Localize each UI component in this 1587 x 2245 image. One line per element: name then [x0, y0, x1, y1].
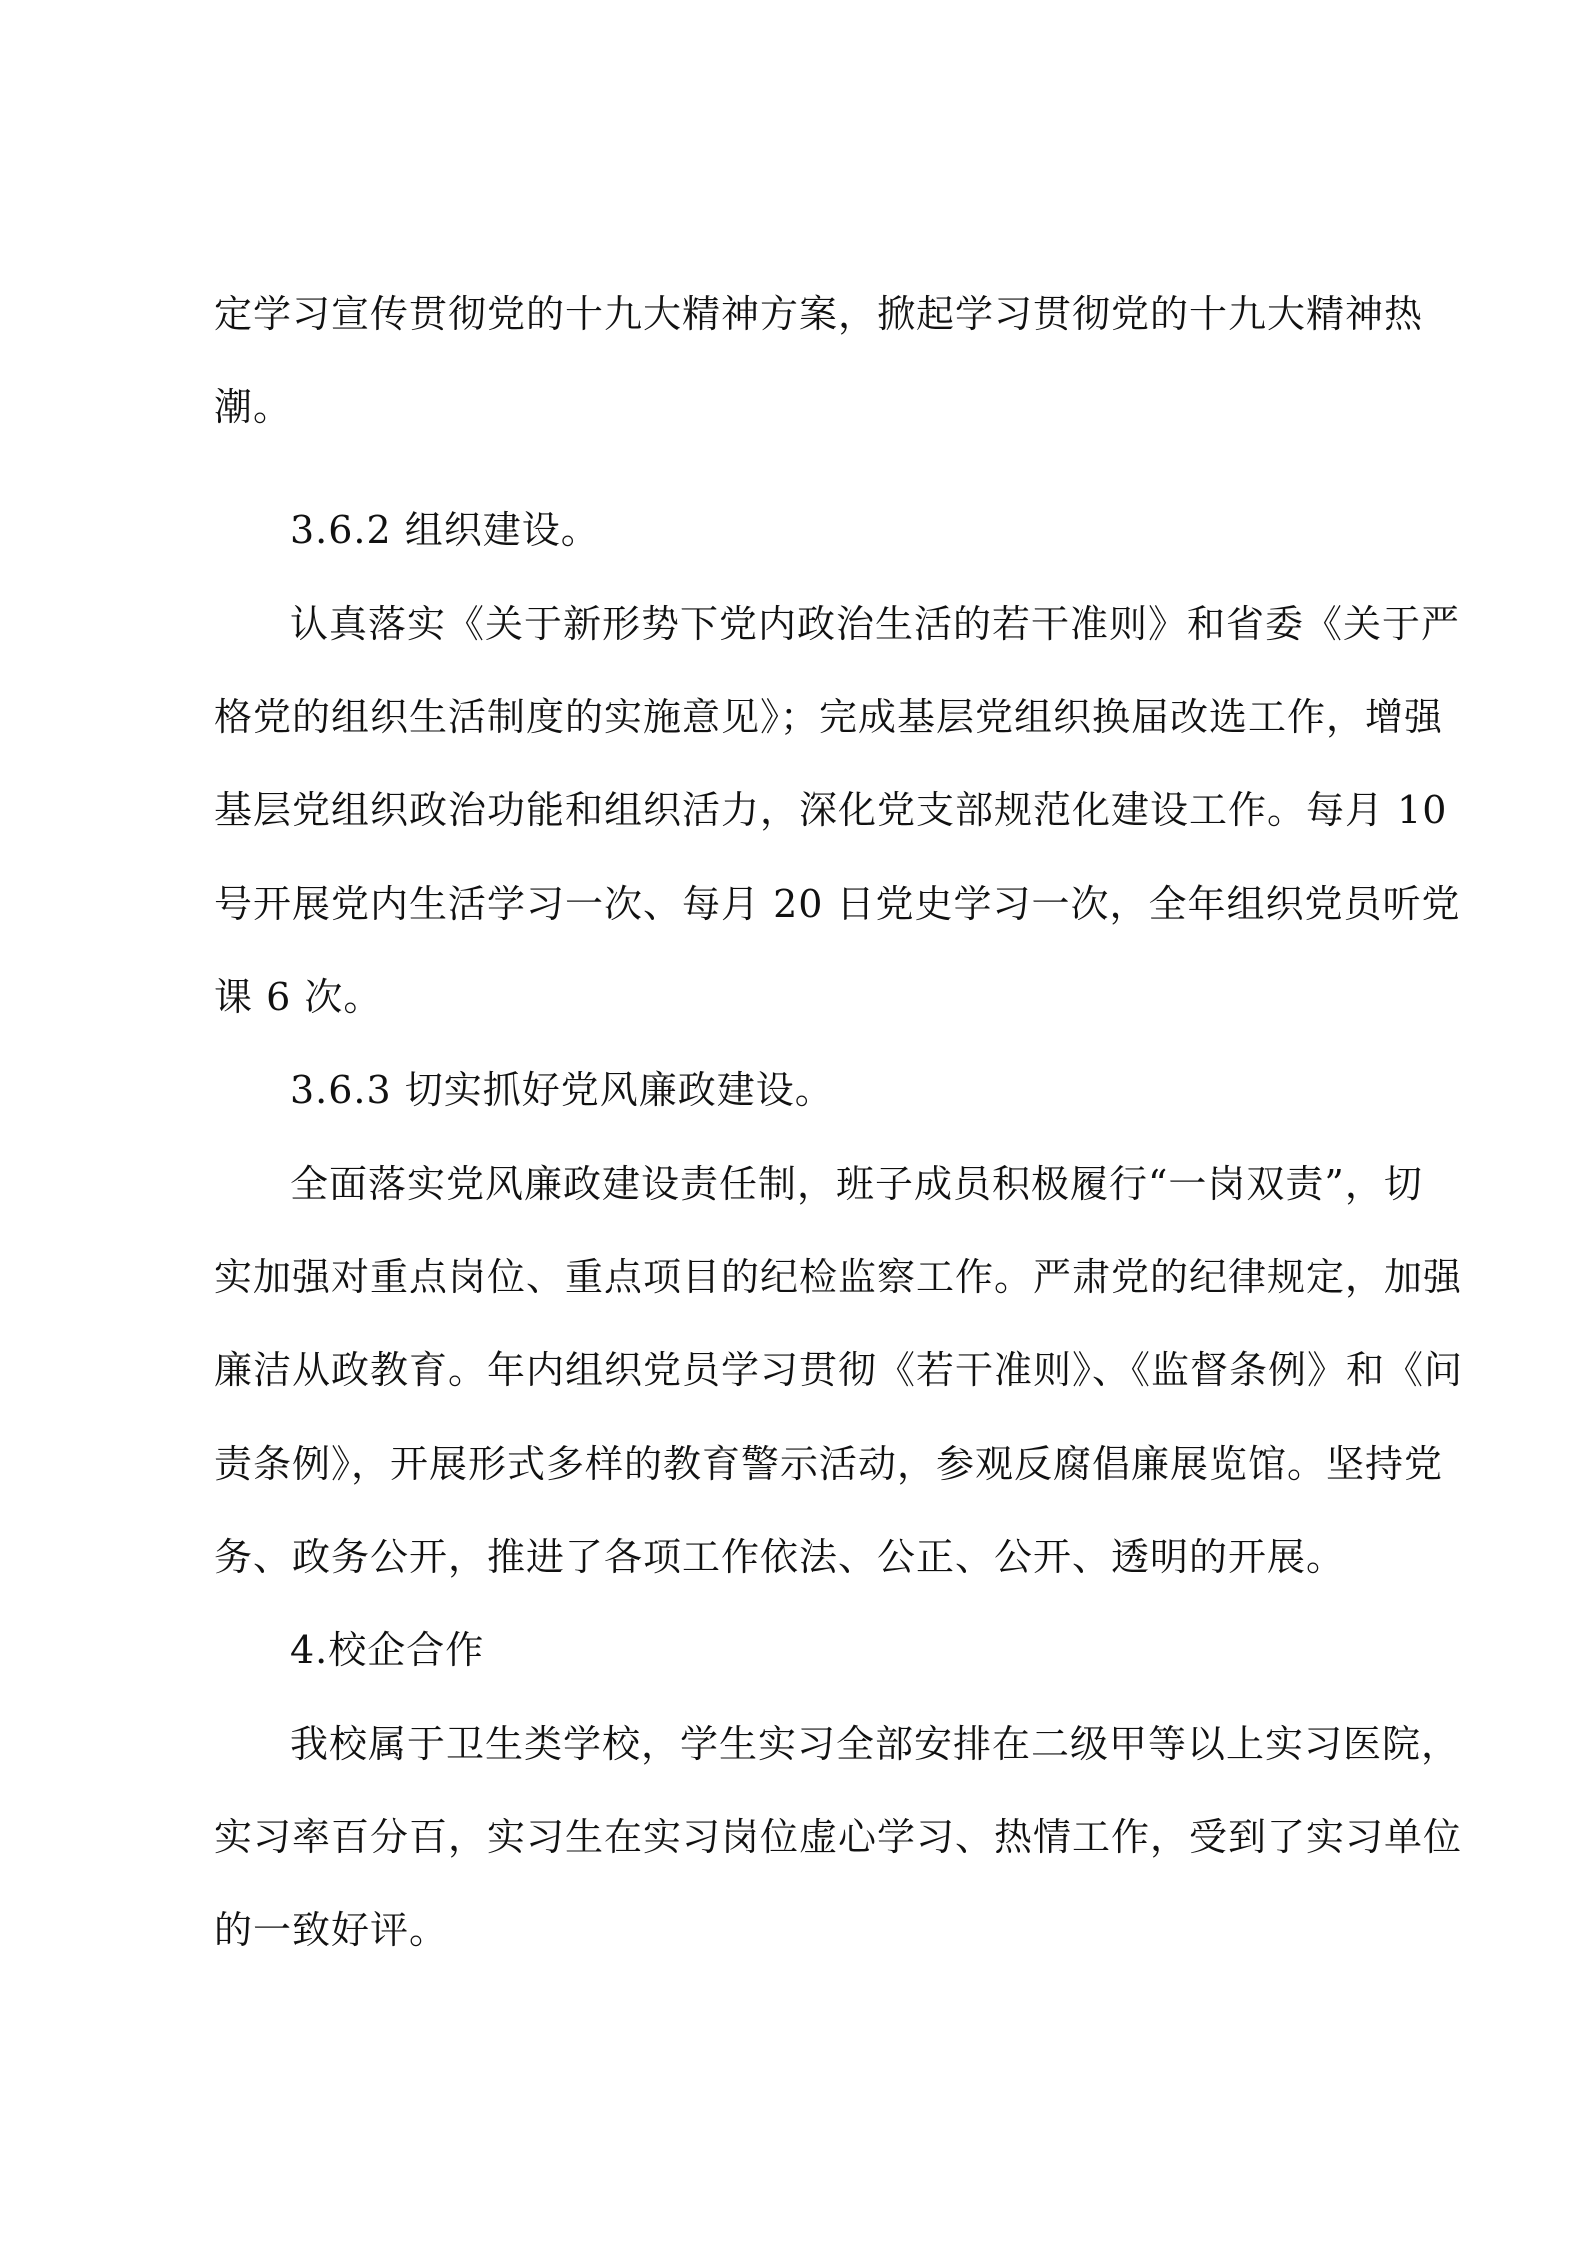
paragraph-line: 认真落实《关于新形势下党内政治生活的若干准则》和省委《关于严 — [290, 602, 1461, 646]
paragraph-line: 格党的组织生活制度的实施意见》；完成基层党组织换届改选工作，增强 — [214, 695, 1444, 739]
section-heading-3-6-3: 3.6.3 切实抓好党风廉政建设。 — [290, 1068, 834, 1112]
paragraph-line: 我校属于卫生类学校，学生实习全部安排在二级甲等以上实习医院， — [290, 1722, 1461, 1766]
paragraph-line: 潮。 — [214, 385, 293, 429]
paragraph-line: 实加强对重点岗位、重点项目的纪检监察工作。严肃党的纪律规定，加强 — [214, 1255, 1463, 1299]
paragraph-line: 定学习宣传贯彻党的十九大精神方案，掀起学习贯彻党的十九大精神热 — [214, 292, 1424, 336]
section-heading-4: 4.校企合作 — [290, 1628, 485, 1672]
paragraph-line: 全面落实党风廉政建设责任制，班子成员积极履行“一岗双责”，切 — [290, 1162, 1423, 1206]
paragraph-line: 实习率百分百，实习生在实习岗位虚心学习、热情工作，受到了实习单位 — [214, 1815, 1463, 1859]
paragraph-line: 基层党组织政治功能和组织活力，深化党支部规范化建设工作。每月 10 — [214, 788, 1448, 832]
section-heading-3-6-2: 3.6.2 组织建设。 — [290, 508, 600, 552]
paragraph-line: 务、政务公开，推进了各项工作依法、公正、公开、透明的开展。 — [214, 1535, 1346, 1579]
paragraph-line: 廉洁从政教育。年内组织党员学习贯彻《若干准则》、《监督条例》和《问 — [214, 1348, 1464, 1392]
paragraph-line: 责条例》，开展形式多样的教育警示活动，参观反腐倡廉展览馆。坚持党 — [214, 1442, 1444, 1486]
paragraph-line: 号开展党内生活学习一次、每月 20 日党史学习一次，全年组织党员听党 — [214, 882, 1461, 926]
paragraph-line: 的一致好评。 — [214, 1908, 449, 1952]
paragraph-line: 课 6 次。 — [214, 975, 383, 1019]
